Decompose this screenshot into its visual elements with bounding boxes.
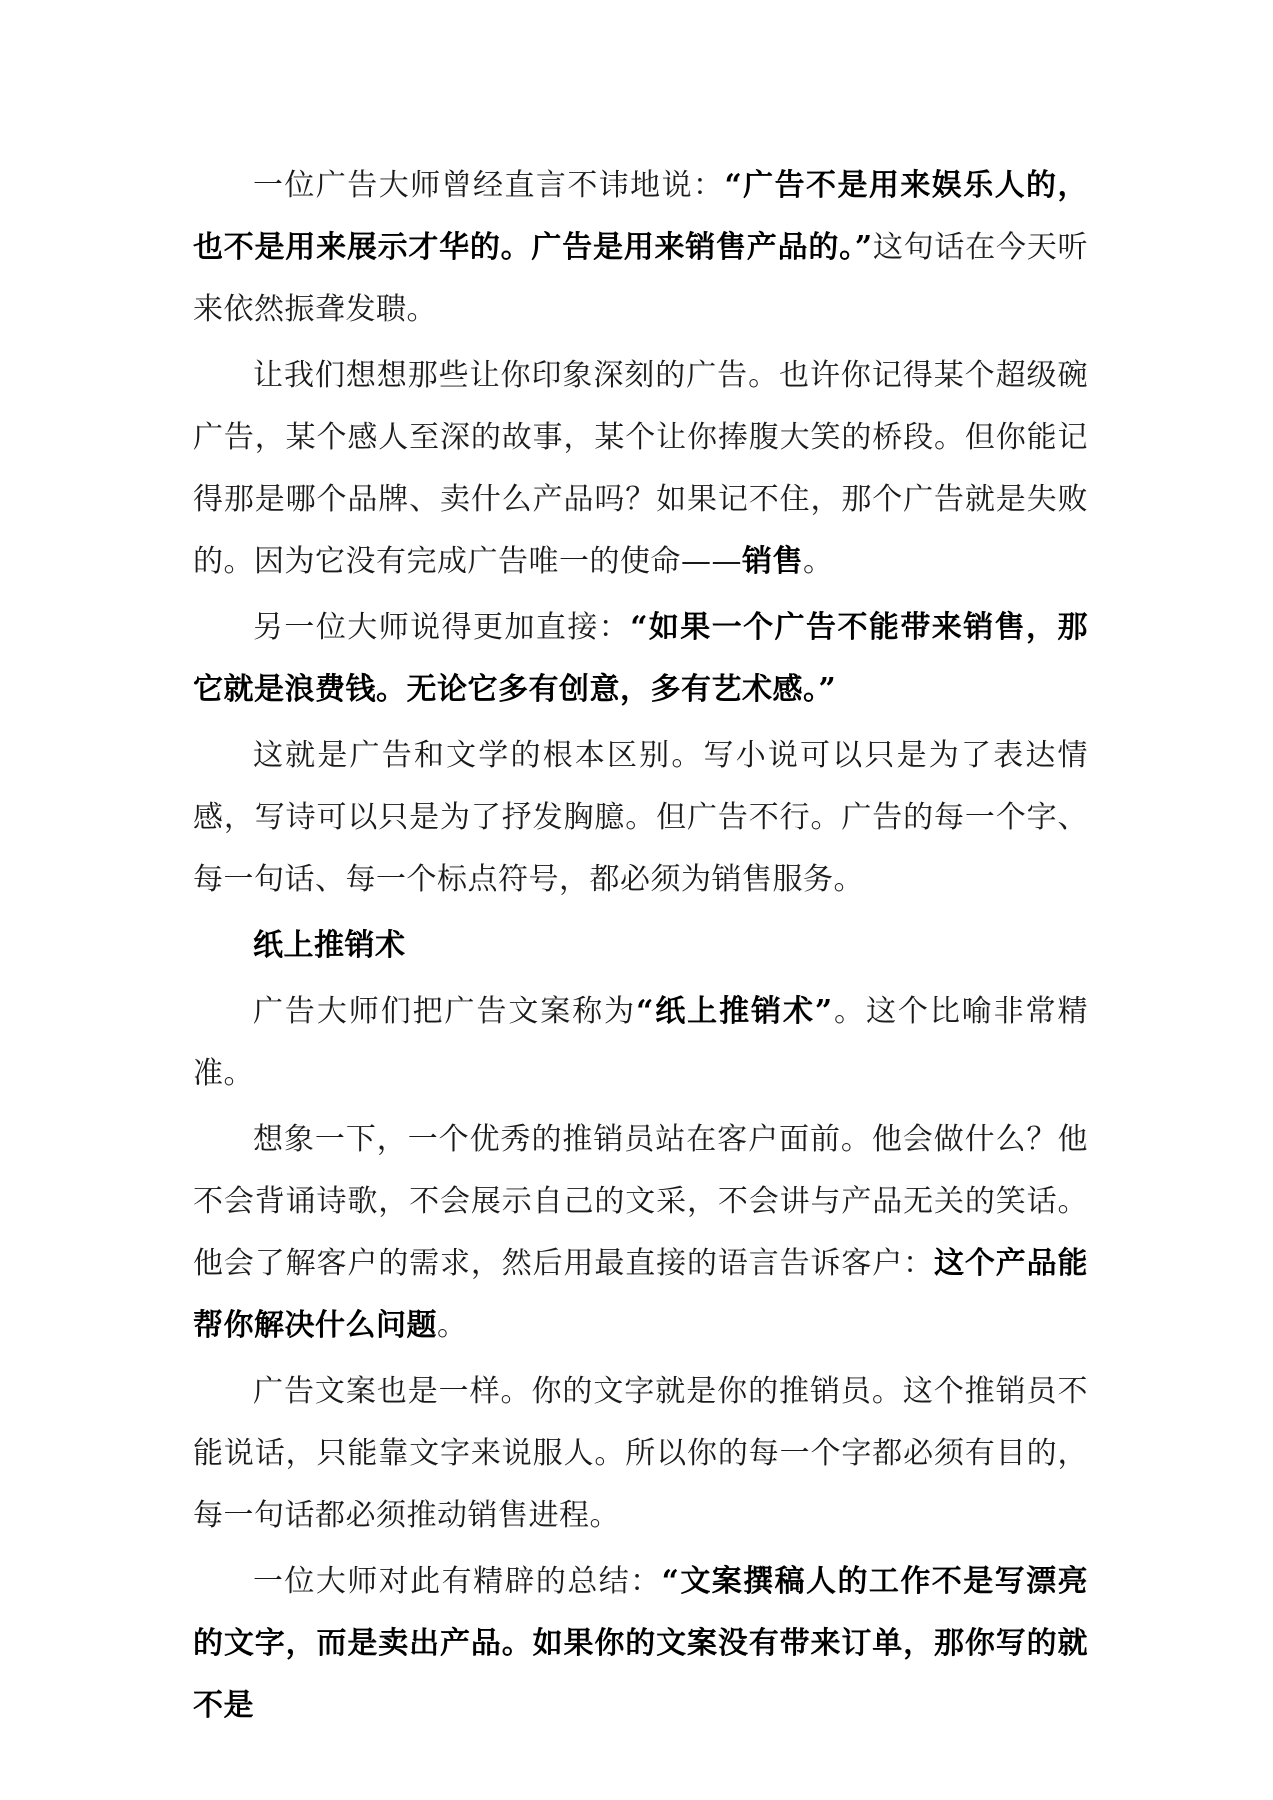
text-run: 这句话在今天听来依然振聋发聩。 — [193, 230, 1088, 327]
text-run: 一位广告大师曾经直言不讳地说： — [253, 168, 725, 203]
text-run: 广告大师们把广告文案称为 — [253, 994, 637, 1029]
bold-text-run: 销售 — [742, 544, 803, 579]
paragraph-4 — [193, 725, 1088, 911]
bold-text-run: “纸上推销术” — [636, 994, 833, 1029]
text-run: 。 — [437, 1308, 468, 1343]
section-heading — [193, 915, 1088, 977]
paragraph-8 — [193, 1361, 1088, 1547]
paragraph-9 — [193, 1551, 1088, 1737]
bold-text-run: “如果一个广告不能带来销售，那它就是浪费钱。无论它多有创意，多有艺术感。” — [193, 610, 1088, 707]
paragraph-6 — [193, 981, 1088, 1105]
text-run: 广告文案也是一样。你的文字就是你的推销员。这个推销员不能说话，只能靠文字来说服人。所以你的每一个字都必须有目的，每一句话都必须推动销售进程。 — [193, 1374, 1088, 1533]
text-run: 让我们想想那些让你印象深刻的广告。也许你记得某个超级碗广告，某个感人至深的故事，某个让你捧腹大笑的桥段。但你能记得那是哪个品牌、卖什么产品吗？如果记不住，那个广告就是失败的。因为它没有完成广告唯一的使命—— — [193, 358, 1088, 579]
paragraph-1 — [193, 155, 1088, 341]
text-run: 一位大师对此有精辟的总结： — [253, 1564, 662, 1599]
paragraph-2 — [193, 345, 1088, 593]
document-page — [193, 155, 1088, 1741]
text-run: 。 — [803, 544, 834, 579]
bold-text-run: “广告不是用来娱乐人的，也不是用来展示才华的。广告是用来销售产品的。” — [193, 168, 1088, 265]
text-run: 这就是广告和文学的根本区别。写小说可以只是为了表达情感，写诗可以只是为了抒发胸臆。但广告不行。广告的每一个字、每一句话、每一个标点符号，都必须为销售服务。 — [193, 738, 1088, 897]
paragraph-7 — [193, 1109, 1088, 1357]
bold-text-run: 这个产品能帮你解决什么问题 — [193, 1246, 1088, 1343]
text-run: 想象一下，一个优秀的推销员站在客户面前。他会做什么？他不会背诵诗歌，不会展示自己的文采，不会讲与产品无关的笑话。他会了解客户的需求，然后用最直接的语言告诉客户： — [193, 1122, 1088, 1281]
bold-text-run: 纸上推销术 — [253, 928, 406, 963]
paragraph-3 — [193, 597, 1088, 721]
text-run: 。这个比喻非常精准。 — [193, 994, 1089, 1091]
bold-text-run: “文案撰稿人的工作不是写漂亮的文字，而是卖出产品。如果你的文案没有带来订单，那你写的就不是 — [193, 1564, 1088, 1723]
text-run: 另一位大师说得更加直接： — [253, 610, 631, 645]
